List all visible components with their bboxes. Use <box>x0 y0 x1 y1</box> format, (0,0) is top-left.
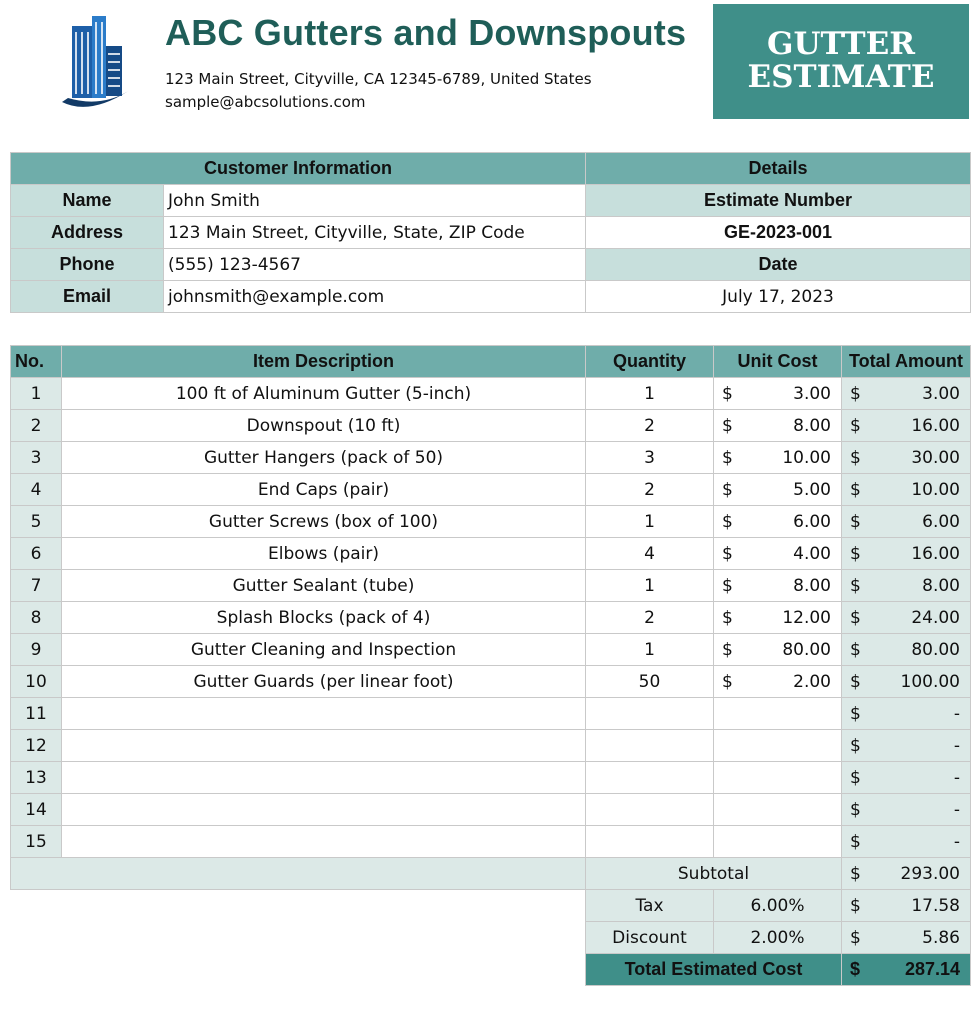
company-contact <box>165 68 592 114</box>
item-total: $ 3.00 <box>842 378 971 410</box>
item-description[interactable]: Downspout (10 ft) <box>62 410 586 442</box>
item-number: 11 <box>11 698 62 730</box>
col-description-header: Item Description <box>62 346 586 378</box>
customer-address[interactable]: 123 Main Street, Cityville, State, ZIP Code <box>164 217 586 249</box>
table-row <box>11 506 971 538</box>
item-unit-cost[interactable]: $ 4.00 <box>714 538 842 570</box>
item-number: 13 <box>11 762 62 794</box>
col-unit-cost-header: Unit Cost <box>714 346 842 378</box>
item-unit-cost[interactable] <box>714 698 842 730</box>
subtotal-value: $ 293.00 <box>842 858 971 890</box>
item-description[interactable]: 100 ft of Aluminum Gutter (5-inch) <box>62 378 586 410</box>
table-row <box>11 378 971 410</box>
item-total: $ 16.00 <box>842 410 971 442</box>
tax-value: $ 17.58 <box>842 890 971 922</box>
item-description[interactable]: Gutter Hangers (pack of 50) <box>62 442 586 474</box>
item-quantity[interactable]: 50 <box>586 666 714 698</box>
table-row <box>11 442 971 474</box>
item-total: $ 80.00 <box>842 634 971 666</box>
item-number: 2 <box>11 410 62 442</box>
tax-rate[interactable]: 6.00% <box>714 890 842 922</box>
table-row <box>11 698 971 730</box>
item-description[interactable] <box>62 762 586 794</box>
discount-rate[interactable]: 2.00% <box>714 922 842 954</box>
col-total-header: Total Amount <box>842 346 971 378</box>
item-unit-cost[interactable] <box>714 762 842 794</box>
estimate-number-label: Estimate Number <box>586 185 971 217</box>
customer-phone[interactable]: (555) 123-4567 <box>164 249 586 281</box>
table-row <box>11 410 971 442</box>
details-header: Details <box>586 153 971 185</box>
date-label: Date <box>586 249 971 281</box>
item-quantity[interactable]: 1 <box>586 378 714 410</box>
item-description[interactable] <box>62 698 586 730</box>
item-quantity[interactable]: 2 <box>586 602 714 634</box>
item-number: 14 <box>11 794 62 826</box>
table-row <box>11 730 971 762</box>
item-description[interactable]: Elbows (pair) <box>62 538 586 570</box>
table-row <box>11 762 971 794</box>
item-total: $ 30.00 <box>842 442 971 474</box>
item-total: $ - <box>842 794 971 826</box>
item-unit-cost[interactable]: $ 6.00 <box>714 506 842 538</box>
item-quantity[interactable]: 1 <box>586 570 714 602</box>
item-unit-cost[interactable]: $ 3.00 <box>714 378 842 410</box>
item-number: 7 <box>11 570 62 602</box>
item-number: 9 <box>11 634 62 666</box>
item-quantity[interactable]: 2 <box>586 410 714 442</box>
name-label: Name <box>11 185 164 217</box>
grand-total-value: $ 287.14 <box>842 954 971 986</box>
table-row <box>11 826 971 858</box>
item-total: $ - <box>842 762 971 794</box>
item-quantity[interactable] <box>586 794 714 826</box>
item-number: 15 <box>11 826 62 858</box>
company-address: 123 Main Street, Cityville, CA 12345-6789, United States <box>165 70 592 88</box>
item-total: $ 8.00 <box>842 570 971 602</box>
item-total: $ 10.00 <box>842 474 971 506</box>
table-row <box>11 634 971 666</box>
item-quantity[interactable] <box>586 826 714 858</box>
table-row <box>11 666 971 698</box>
item-unit-cost[interactable]: $ 12.00 <box>714 602 842 634</box>
discount-value: $ 5.86 <box>842 922 971 954</box>
item-unit-cost[interactable]: $ 80.00 <box>714 634 842 666</box>
address-label: Address <box>11 217 164 249</box>
item-description[interactable] <box>62 826 586 858</box>
item-number: 1 <box>11 378 62 410</box>
email-label: Email <box>11 281 164 313</box>
item-unit-cost[interactable]: $ 5.00 <box>714 474 842 506</box>
item-number: 4 <box>11 474 62 506</box>
item-total: $ - <box>842 826 971 858</box>
customer-details-table <box>10 152 971 313</box>
item-number: 5 <box>11 506 62 538</box>
item-quantity[interactable]: 1 <box>586 506 714 538</box>
item-quantity[interactable]: 2 <box>586 474 714 506</box>
company-email: sample@abcsolutions.com <box>165 93 366 111</box>
item-quantity[interactable]: 1 <box>586 634 714 666</box>
item-quantity[interactable]: 3 <box>586 442 714 474</box>
item-description[interactable] <box>62 794 586 826</box>
item-number: 8 <box>11 602 62 634</box>
item-quantity[interactable] <box>586 698 714 730</box>
phone-label: Phone <box>11 249 164 281</box>
grand-total-label: Total Estimated Cost <box>586 954 842 986</box>
item-total: $ 24.00 <box>842 602 971 634</box>
item-unit-cost[interactable] <box>714 794 842 826</box>
estimate-date[interactable]: July 17, 2023 <box>586 281 971 313</box>
item-unit-cost[interactable]: $ 8.00 <box>714 410 842 442</box>
estimate-number[interactable]: GE-2023-001 <box>586 217 971 249</box>
item-description[interactable]: Gutter Sealant (tube) <box>62 570 586 602</box>
subtotal-spacer <box>11 858 586 890</box>
badge-line-2: ESTIMATE <box>747 59 935 95</box>
item-unit-cost[interactable]: $ 10.00 <box>714 442 842 474</box>
company-name: ABC Gutters and Downspouts <box>165 12 687 53</box>
item-description[interactable]: Splash Blocks (pack of 4) <box>62 602 586 634</box>
col-no-header: No. <box>11 346 62 378</box>
item-number: 12 <box>11 730 62 762</box>
table-row <box>11 794 971 826</box>
subtotal-label: Subtotal <box>586 858 842 890</box>
table-row <box>11 474 971 506</box>
customer-email[interactable]: johnsmith@example.com <box>164 281 586 313</box>
item-description[interactable]: Gutter Cleaning and Inspection <box>62 634 586 666</box>
item-description[interactable]: End Caps (pair) <box>62 474 586 506</box>
table-row <box>11 602 971 634</box>
item-total: $ - <box>842 698 971 730</box>
item-unit-cost[interactable] <box>714 826 842 858</box>
item-quantity[interactable] <box>586 730 714 762</box>
badge-line-1: GUTTER <box>767 26 915 62</box>
building-icon <box>60 12 132 114</box>
item-number: 3 <box>11 442 62 474</box>
item-description[interactable]: Gutter Screws (box of 100) <box>62 506 586 538</box>
item-total: $ 16.00 <box>842 538 971 570</box>
item-quantity[interactable]: 4 <box>586 538 714 570</box>
col-quantity-header: Quantity <box>586 346 714 378</box>
item-description[interactable]: Gutter Guards (per linear foot) <box>62 666 586 698</box>
customer-name[interactable]: John Smith <box>164 185 586 217</box>
table-row <box>11 538 971 570</box>
item-unit-cost[interactable]: $ 2.00 <box>714 666 842 698</box>
document-badge <box>713 4 969 119</box>
items-table <box>10 345 971 986</box>
discount-label: Discount <box>586 922 714 954</box>
item-total: $ - <box>842 730 971 762</box>
item-quantity[interactable] <box>586 762 714 794</box>
table-row <box>11 570 971 602</box>
item-unit-cost[interactable] <box>714 730 842 762</box>
item-unit-cost[interactable]: $ 8.00 <box>714 570 842 602</box>
tax-label: Tax <box>586 890 714 922</box>
item-description[interactable] <box>62 730 586 762</box>
item-total: $ 6.00 <box>842 506 971 538</box>
customer-info-header: Customer Information <box>11 153 586 185</box>
item-total: $ 100.00 <box>842 666 971 698</box>
item-number: 10 <box>11 666 62 698</box>
item-number: 6 <box>11 538 62 570</box>
